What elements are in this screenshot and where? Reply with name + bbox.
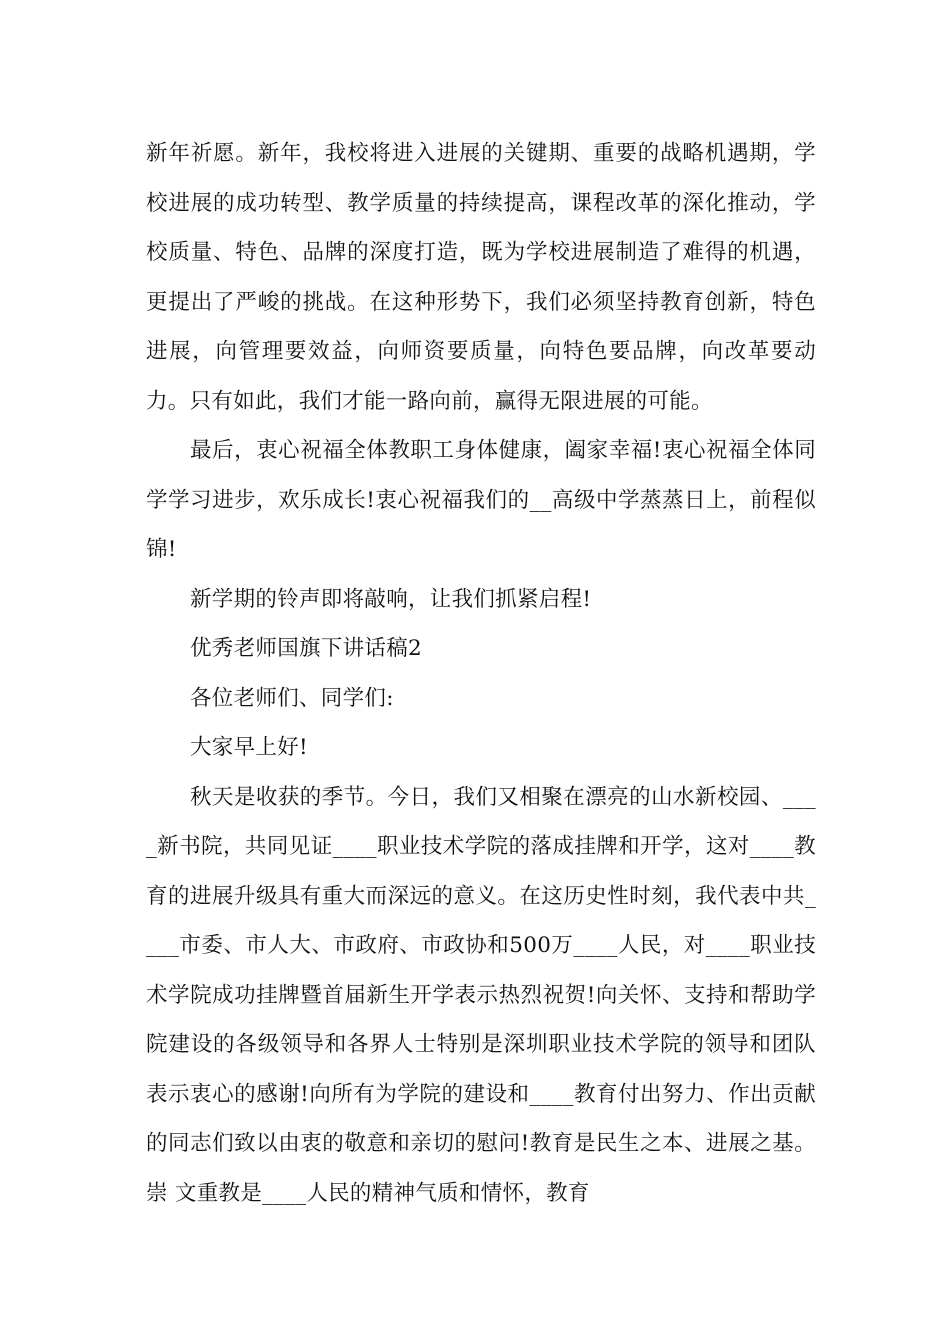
paragraph-closing-blessing: 最后，衷心祝福全体教职工身体健康，阖家幸福!衷心祝福全体同学学习进步，欢乐成长!衷心祝福我们的__高级中学蒸蒸日上，前程似锦! [146, 438, 816, 562]
speech-heading: 优秀老师国旗下讲话稿2 [190, 636, 422, 661]
paragraph-autumn-harvest: 秋天是收获的季节。今日，我们又相聚在漂亮的山水新校园、____新书院，共同见证____职业技术学院的落成挂牌和开学，这对____教育的进展升级具有重大而深远的意义。在这历史性时刻，我代表中共____市委、市人大、市政府、市政协和500万____人民，对____职业技术学院成功挂牌暨首届新生开学表示热烈祝贺!向关怀、支持和帮助学院建设的各级领导和各界人士特别是深圳职业技术学院的领导和团队表示衷心的感谢!向所有为学院的建设和____教育付出努力、作出贡献的同志们致以由衷的敬意和亲切的慰问!教育是民生之本、进展之基。崇 文重教是____人民的精神气质和情怀，教育 [146, 784, 816, 1206]
speech-greeting: 大家早上好! [190, 735, 308, 760]
document-body [146, 129, 816, 1218]
paragraph-semester-bell: 新学期的铃声即将敲响，让我们抓紧启程! [190, 586, 592, 612]
paragraph-new-year-wish: 新年祈愿。新年，我校将进入进展的关键期、重要的战略机遇期，学校进展的成功转型、教学质量的持续提高，课程改革的深化推动，学校质量、特色、品牌的深度打造，既为学校进展制造了难得的机遇，更提出了严峻的挑战。在这种形势下，我们必须坚持教育创新，特色进展，向管理要效益，向师资要质量，向特色要品牌，向改革要动力。只有如此，我们才能一路向前，赢得无限进展的可能。 [146, 141, 816, 414]
speech-salutation: 各位老师们、同学们: [190, 685, 394, 711]
